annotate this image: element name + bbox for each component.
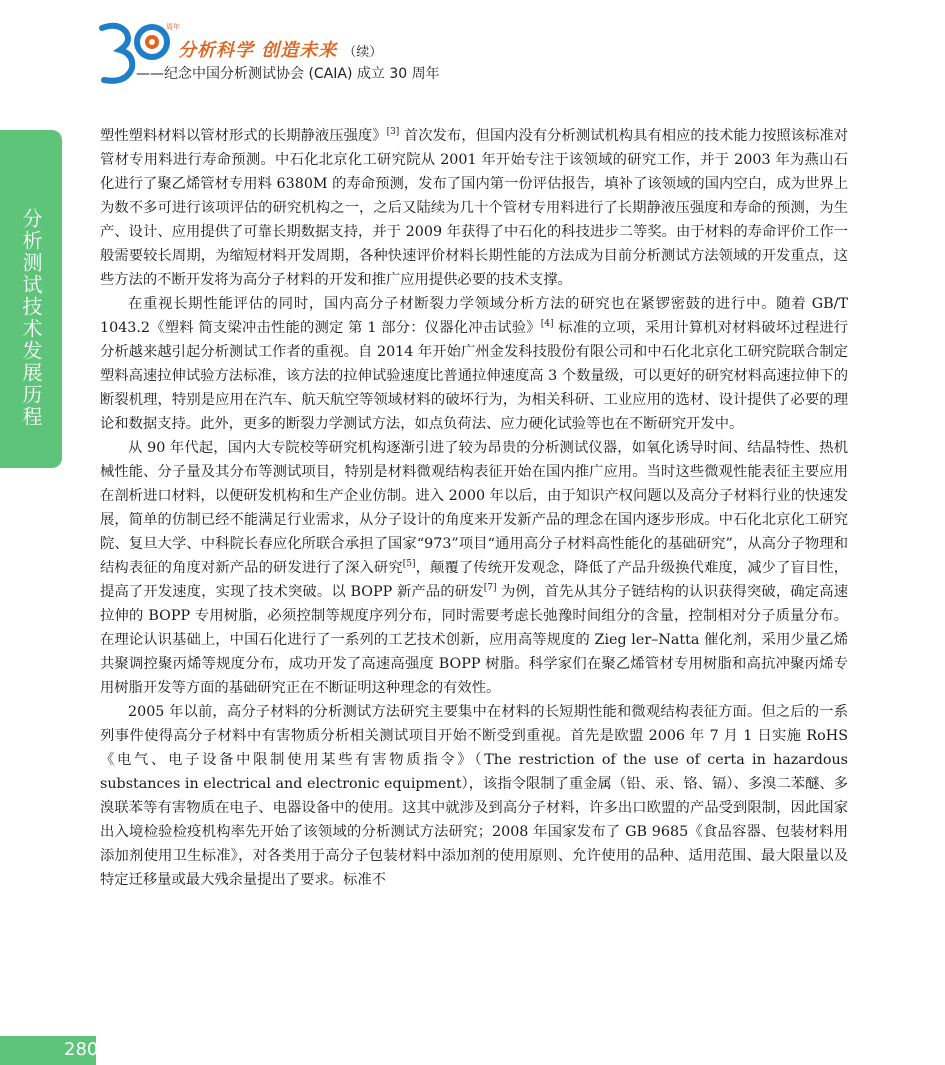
page-number: 280 [64, 1039, 99, 1060]
series-title-continued: （续） [343, 45, 383, 60]
paragraph [100, 292, 848, 436]
text-run: 首次发布，但国内没有分析测试机构具有相应的技术能力按照该标准对管材专用料进行寿命预测。中石化北京化工研究院从 2001 年开始专注于该领域的研究工作，并于 2003 年为燕山石化进行了聚乙烯管材专用料 6380M 的寿命预测，发布了国内第一份评估报告，填补了该领域的国内空白，成为世界上为数不多可进行该项评估的研究机构之一，之后又陆续为几十个管材专用料进行了长期静液压强度和寿命的预测，为生产、设计、应用提供了可靠长期数据支持，并于 2009 年获得了中石化的科技进步二等奖。由于材料的寿命评价工作一般需要较长周期，为缩短材料开发周期，各种快速评价材料长期性能的方法成为目前分析测试方法领域的开发重点，这些方法的不断开发将为高分子材料的开发和推广应用提供必要的技术支撑。 [100, 128, 849, 288]
text-run: 为例，首先从其分子链结构的认识获得突破，确定高速拉伸的 BOPP 专用树脂，必须控制等规度序列分布，同时需要考虑长弛豫时间组分的含量，控制相对分子质量分布。在理论认识基础上，中国石化进行了一系列的工艺技术创新，应用高等规度的 Zieg ler–Natta 催化剂，采用少量乙烯共聚调控聚丙烯等规度分布，成功开发了高速高强度 BOPP 树脂。科学家们在聚乙烯管材专用树脂和高抗冲聚丙烯专用树脂开发等方面的基础研究正在不断证明这种理念的有效性。 [100, 584, 849, 696]
series-subtitle: ——纪念中国分析测试协会 (CAIA) 成立 30 周年 [136, 66, 440, 82]
text-run: 从 90 年代起，国内大专院校等研究机构逐渐引进了较为昂贵的分析测试仪器，如氧化诱导时间、结晶特性、热机械性能、分子量及其分布等测试项目，特别是材料微观结构表征开始在国内推广应用。当时这些微观性能表征主要应用在剖析进口材料，以便研发机构和生产企业仿制。进入 2000 年以后，由于知识产权问题以及高分子材料行业的快速发展，简单的仿制已经不能满足行业需求，从分子设计的角度来开发新产品的理念在国内逐步形成。中石化北京化工研究院、复旦大学、中科院长春应化所联合承担了国家“973”项目“通用高分子材料高性能化的基础研究”，从高分子物理和结构表征的角度对新产品的研发进行了深入研究 [100, 440, 848, 576]
article-body [100, 124, 848, 892]
anniversary-word: 周年 [166, 23, 180, 31]
header [96, 16, 596, 86]
page-number-box [0, 1036, 99, 1065]
citation-ref: [4] [540, 319, 554, 330]
text-run: 标准的立项，采用计算机对材料破坏过程进行分析越来越引起分析测试工作者的重视。自 2014 年开始广州金发科技股份有限公司和中石化北京化工研究院联合制定塑料高速拉伸试验方法标准，该方法的拉伸试验速度比普通拉伸速度高 3 个数量级，可以更好的研究材料高速拉伸下的断裂机理，特别是应用在汽车、航天航空等领域材料的破坏行为，为相关科研、工业应用的选材、设计提供了必要的理论和数据支持。此外，更多的断裂力学测试方法，如点负荷法、应力硬化试验等也在不断研究开发中。 [100, 320, 848, 432]
paragraph [100, 700, 848, 892]
text-run: 塑性塑料材料以管材形式的长期静液压强度》 [100, 128, 387, 144]
paragraph [100, 124, 848, 292]
text-run: ，颠覆了传统开发观念，降低了产品升级换代难度，减少了盲目性，提高了开发速度，实现了技术突破。以 BOPP 新产品的研发 [100, 560, 848, 600]
series-title-main: 分析科学 创造未来 [178, 40, 338, 61]
citation-ref: [5] [402, 559, 416, 570]
chapter-side-tab [0, 130, 62, 468]
citation-ref: [3] [386, 127, 400, 138]
series-title [178, 36, 382, 62]
chapter-side-tab-text: 分析测试技术发展历程 [19, 208, 43, 428]
text-run: 在重视长期性能评估的同时，国内高分子材断裂力学领域分析方法的研究也在紧锣密鼓的进行中。随着 GB/T 1043.2《塑料 简支梁冲击性能的测定 第 1 部分：仪器化冲击试验》 [100, 296, 848, 336]
paragraph [100, 436, 848, 700]
text-run: 2005 年以前，高分子材料的分析测试方法研究主要集中在材料的长短期性能和微观结构表征方面。但之后的一系列事件使得高分子材料中有害物质分析相关测试项目开始不断受到重视。首先是欧盟 2006 年 7 月 1 日实施 RoHS《电气、电子设备中限制使用某些有害物质指令》（The restriction of the use of certa in hazardous substances in electrical and electronic equipment），该指令限制了重金属（铅、汞、铬、镉）、多溴二苯醚、多溴联苯等有害物质在电子、电器设备中的使用。这其中就涉及到高分子材料，许多出口欧盟的产品受到限制，因此国家出入境检验检疫机构率先开始了该领域的分析测试方法研究；2008 年国家发布了 GB 9685《食品容器、包装材料用添加剂使用卫生标准》，对各类用于高分子包装材料中添加剂的使用原则、允许使用的品种、适用范围、最大限量以及特定迁移量或最大残余量提出了要求。标准不 [100, 704, 848, 888]
citation-ref: [7] [483, 583, 497, 594]
